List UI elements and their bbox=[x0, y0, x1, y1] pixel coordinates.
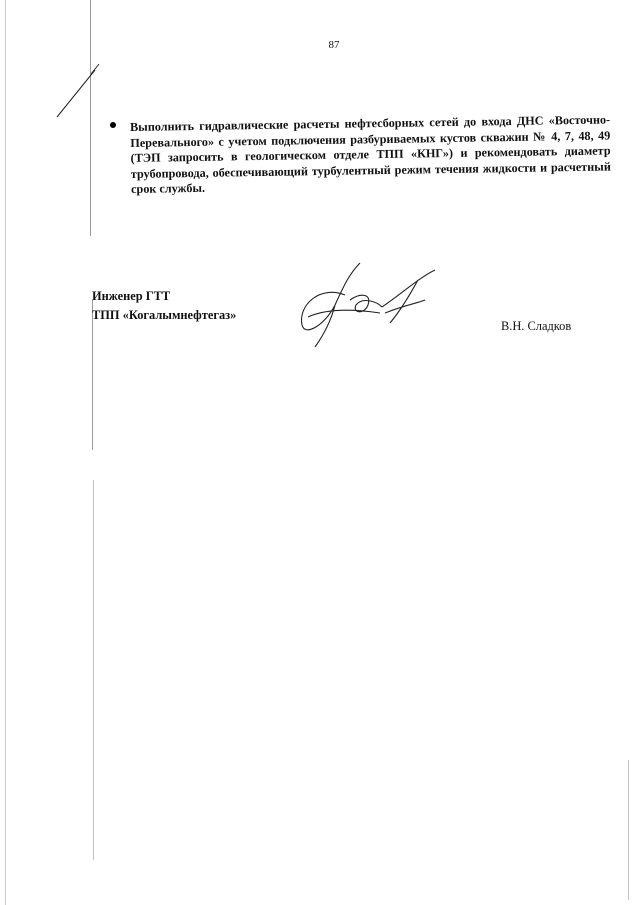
page-number: 87 bbox=[328, 39, 340, 51]
scan-edge-right bbox=[628, 760, 629, 900]
bullet-icon bbox=[110, 122, 116, 128]
scan-margin-line-bottom bbox=[93, 480, 94, 860]
signatory-block bbox=[92, 287, 236, 325]
task-text: Выполнить гидравлические расчеты нефтесборных сетей до входа ДНС «Восточно-Перевального» с учетом подключения разбуриваемых кустов скважин № 4, 7, 48, 49 (ТЭП запросить в геологическом отделе ТПП «КНГ») и рекомендовать диаметр трубопровода, обеспечивающий турбулентный режим течения жидкости и расчетный срок службы. bbox=[130, 112, 611, 196]
margin-pen-stroke bbox=[55, 60, 105, 120]
signatory-name: В.Н. Сладков bbox=[501, 319, 572, 333]
signatory-position: Инженер ГТТ bbox=[92, 289, 171, 303]
task-item bbox=[110, 112, 611, 198]
signatory-organization: ТПП «Когалымнефтегаз» bbox=[92, 308, 237, 322]
scan-edge-left bbox=[5, 0, 6, 905]
handwritten-signature bbox=[290, 255, 440, 350]
